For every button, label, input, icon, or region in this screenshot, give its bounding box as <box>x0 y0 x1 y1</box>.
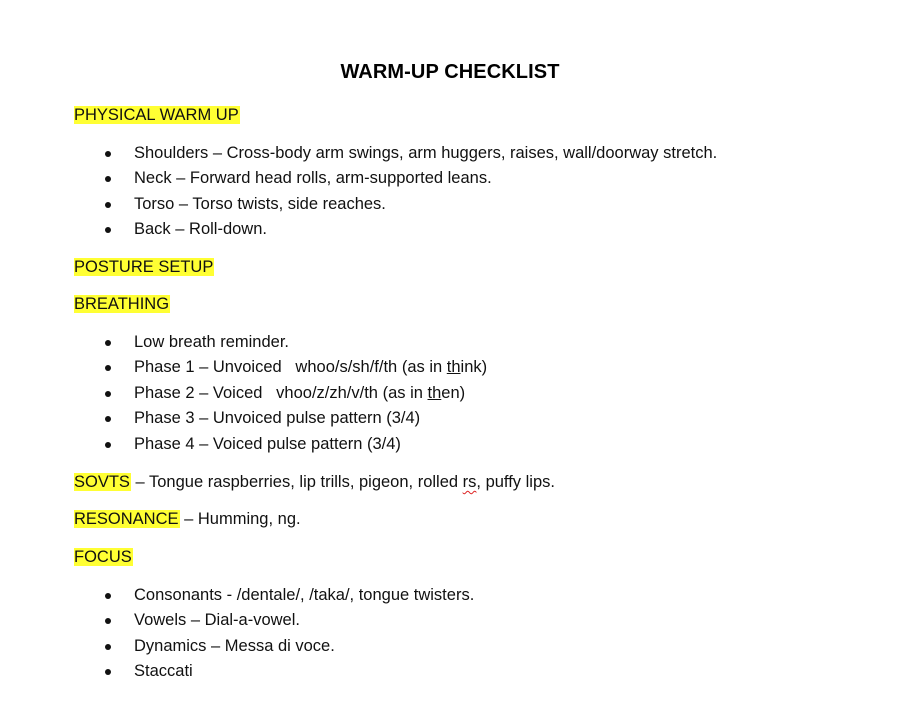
section-heading-physical <box>74 104 240 126</box>
section-line-resonance: RESONANCE – Humming, ng. <box>74 510 301 528</box>
highlighted-heading: FOCUS <box>74 548 132 566</box>
highlighted-heading: RESONANCE <box>74 510 179 528</box>
underlined-text: th <box>446 358 461 377</box>
section-heading-breathing <box>74 293 170 315</box>
underlined-text: th <box>427 383 442 402</box>
document-page: WARM-UP CHECKLIST PHYSICAL WARM UP Shoulders – Cross-body arm swings, arm huggers, raises, wall/doorway stretch. Neck – Forward head rolls, arm-supported leans. Torso – Torso twists, side reaches. Back – Roll-down. POSTURE SETUP BREATHING Low breath reminder. Phase 1 – Unvoiced whoo/s/sh/f/th (as in think) Phase 2 – Voiced vhoo/z/zh/v/th (as in then) Phase 3 – Unvoiced pulse pattern (3/4) Phase 4 – Voiced pulse pattern (3/4) SOVTS – Tongue raspberries, lip trills, pigeon, rolled rs, puffy lips. RESONANCE – Humming, ng. FOCUS Consonants - /dentale/, /taka/, tongue twisters. Vowels – Dial-a-vowel. Dynamics – Messa di voce. Staccati <box>0 0 897 717</box>
highlighted-heading: SOVTS <box>74 473 130 491</box>
highlighted-heading: POSTURE SETUP <box>74 258 214 276</box>
spelling-error-word[interactable]: rs <box>462 473 477 491</box>
section-line-sovts: SOVTS – Tongue raspberries, lip trills, pigeon, rolled rs, puffy lips. <box>74 473 555 491</box>
document-title: WARM-UP CHECKLIST <box>340 61 560 83</box>
section-heading-focus <box>74 546 133 568</box>
section-heading-posture <box>74 256 214 278</box>
highlighted-heading: BREATHING <box>74 295 170 313</box>
highlighted-heading: PHYSICAL WARM UP <box>74 106 239 124</box>
